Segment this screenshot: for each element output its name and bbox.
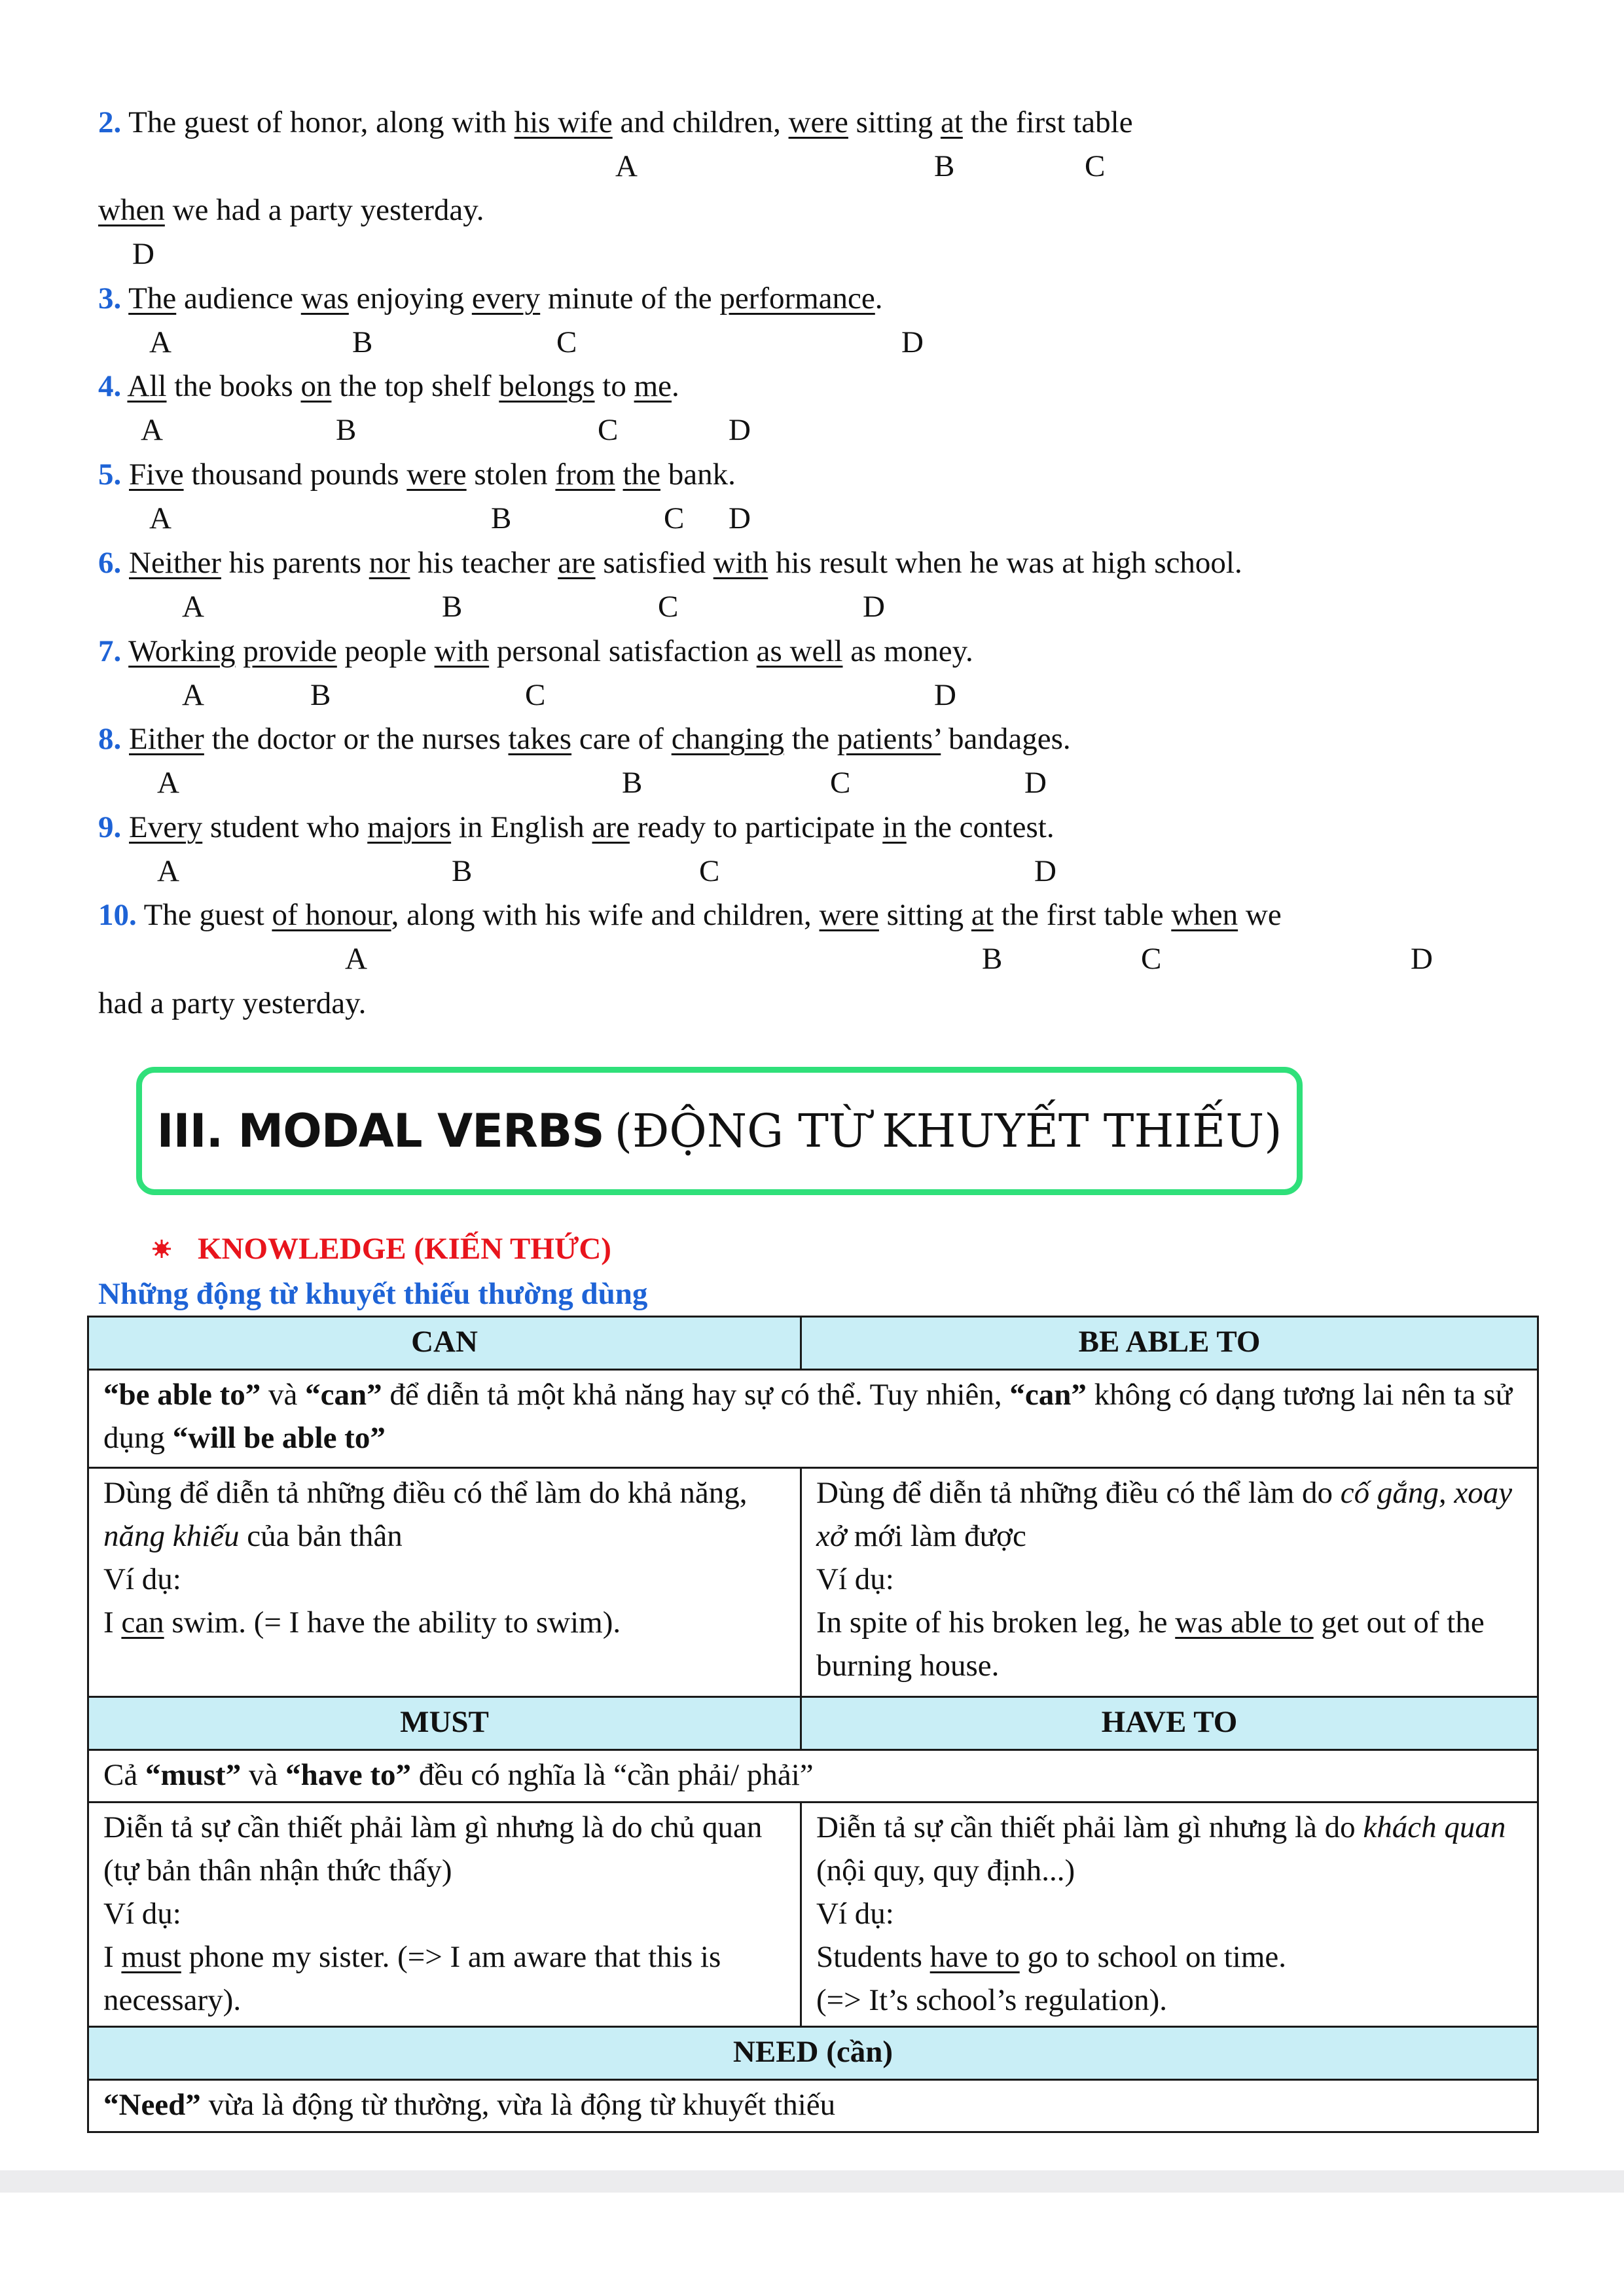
question-4: 4. All the books on the top shelf belongs to me.	[98, 369, 679, 403]
option-letter-d: D	[1024, 766, 1047, 800]
table-row	[88, 2027, 1538, 2080]
modal-verbs-table	[87, 1316, 1539, 2133]
option-letter-d: D	[729, 501, 751, 535]
question-8: 8. Either the doctor or the nurses takes care of changing the patients’ bandages.	[98, 722, 1071, 756]
option-letter-c: C	[699, 854, 720, 888]
knowledge-bullet-icon	[152, 1230, 182, 1270]
header-can: CAN	[88, 1317, 801, 1370]
option-letter-d: D	[1034, 854, 1056, 888]
page-footer-band	[0, 2170, 1624, 2193]
question-number: 4.	[98, 369, 122, 403]
question-number: 2.	[98, 105, 122, 139]
option-letter-c: C	[1085, 149, 1106, 183]
header-be-able-to: BE ABLE TO	[801, 1317, 1538, 1370]
option-letter-d: D	[729, 413, 751, 447]
modal-verbs-subheading: Những động từ khuyết thiếu thường dùng	[98, 1277, 648, 1311]
question-number: 6.	[98, 546, 122, 580]
question-number: 9.	[98, 810, 122, 844]
question-6: 6. Neither his parents nor his teacher are satisfied with his result when he was at high school.	[98, 546, 1242, 580]
must-usage-cell: Diễn tả sự cần thiết phải làm gì nhưng là do chủ quan (tự bản thân nhận thức thấy) Ví dụ: I must phone my sister. (=> I am aware that this is necessary).	[88, 1803, 801, 2027]
question-10: 10. The guest of honour, along with his wife and children, were sitting at the first table when we	[98, 898, 1282, 932]
option-letter-b: B	[982, 942, 1003, 976]
question-number: 5.	[98, 457, 122, 492]
table-row	[88, 1750, 1538, 1803]
can-note: “be able to” và “can” để diễn tả một khả năng hay sự có thể. Tuy nhiên, “can” không có dạng tương lai nên ta sử dụng “will be able to”	[88, 1370, 1538, 1468]
question-number: 8.	[98, 722, 122, 756]
option-letter-b: B	[622, 766, 643, 800]
option-letter-c: C	[598, 413, 619, 447]
option-letter-d: D	[1411, 942, 1433, 976]
option-letter-d: D	[901, 325, 924, 359]
must-note: Cả “must” và “have to” đều có nghĩa là “cần phải/ phải”	[88, 1750, 1538, 1803]
need-note: “Need” vừa là động từ thường, vừa là động từ khuyết thiếu	[88, 2080, 1538, 2132]
option-letter-a: A	[157, 766, 179, 800]
question-number: 10.	[98, 898, 137, 932]
question-10-continuation: had a party yesterday.	[98, 986, 367, 1020]
question-7: 7. Working provide people with personal satisfaction as well as money.	[98, 634, 973, 668]
question-9: 9. Every student who majors in English are ready to participate in the contest.	[98, 810, 1055, 844]
option-letter-a: A	[157, 854, 179, 888]
question-2: 2. The guest of honor, along with his wife and children, were sitting at the first table	[98, 105, 1133, 139]
table-row	[88, 1317, 1538, 1370]
option-letter-c: C	[658, 590, 679, 624]
option-letter-a: A	[345, 942, 367, 976]
option-letter-d: D	[863, 590, 885, 624]
option-letter-b: B	[336, 413, 357, 447]
option-letter-b: B	[452, 854, 473, 888]
question-3: 3. The audience was enjoying every minute of the performance.	[98, 281, 883, 315]
option-letter-a: A	[182, 678, 204, 712]
table-row	[88, 1468, 1538, 1697]
header-must: MUST	[88, 1697, 801, 1750]
option-letter-c: C	[664, 501, 685, 535]
option-letter-b: B	[442, 590, 463, 624]
option-letter-a: A	[149, 325, 171, 359]
option-letter-d: D	[934, 678, 956, 712]
option-letter-c: C	[1141, 942, 1162, 976]
be-able-to-usage-cell: Dùng để diễn tả những điều có thể làm do cố gắng, xoay xở mới làm được Ví dụ: In spite of his broken leg, he was able to get out of the burning house.	[801, 1468, 1538, 1697]
option-letter-b: B	[491, 501, 512, 535]
question-5: 5. Five thousand pounds were stolen from the bank.	[98, 457, 736, 492]
option-letter-a: A	[149, 501, 171, 535]
section-title-box	[136, 1067, 1303, 1195]
question-number: 3.	[98, 281, 122, 315]
header-have-to: HAVE TO	[801, 1697, 1538, 1750]
table-row	[88, 1697, 1538, 1750]
table-row	[88, 2080, 1538, 2132]
have-to-usage-cell: Diễn tả sự cần thiết phải làm gì nhưng là do khách quan (nội quy, quy định...) Ví dụ: Students have to go to school on time. (=> It’s school’s regulation).	[801, 1803, 1538, 2027]
option-letter-a: A	[141, 413, 163, 447]
table-row	[88, 1370, 1538, 1468]
header-need: NEED (cần)	[88, 2027, 1538, 2080]
table-row	[88, 1803, 1538, 2027]
option-letter-b: B	[934, 149, 955, 183]
question-2-continuation: when we had a party yesterday.	[98, 193, 484, 227]
option-letter-b: B	[310, 678, 331, 712]
option-letter-b: B	[352, 325, 373, 359]
section-title-vietnamese: (ĐỘNG TỪ KHUYẾT THIẾU)	[614, 1104, 1282, 1158]
option-letter-c: C	[525, 678, 546, 712]
option-letter-c: C	[830, 766, 851, 800]
option-letter-a: A	[182, 590, 204, 624]
knowledge-heading: KNOWLEDGE (KIẾN THỨC)	[152, 1229, 611, 1270]
option-letter-c: C	[556, 325, 577, 359]
option-letter-a: A	[615, 149, 638, 183]
section-title: III. MODAL VERBS	[156, 1104, 604, 1158]
question-number: 7.	[98, 634, 122, 668]
can-usage-cell: Dùng để diễn tả những điều có thể làm do khả năng, năng khiếu của bản thân Ví dụ: I can swim. (= I have the ability to swim).	[88, 1468, 801, 1697]
option-letter-d: D	[132, 237, 154, 271]
